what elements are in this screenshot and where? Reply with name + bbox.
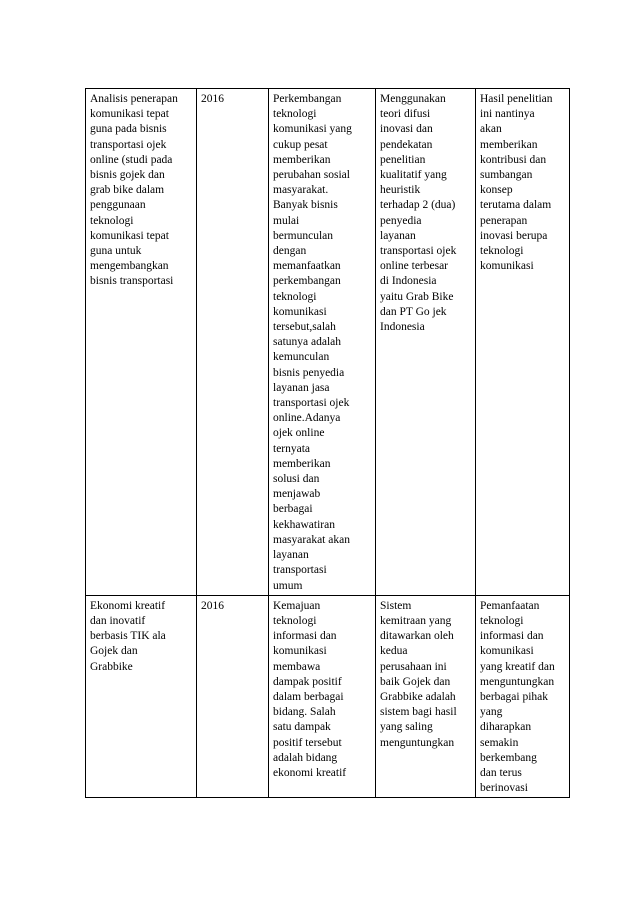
title-cell — [86, 595, 197, 798]
cell-text-line: penelitian — [380, 153, 426, 166]
cell-text-line: komunikasi tepat — [90, 108, 169, 121]
cell-text-line: teknologi — [480, 245, 524, 258]
cell-text-line: yang — [480, 706, 503, 719]
cell-text-line: menguntungkan — [380, 736, 455, 749]
cell-text-line: berkembang — [480, 751, 537, 764]
cell-text-line: dan terus — [480, 766, 522, 779]
cell-text-line: Analisis penerapan — [90, 93, 178, 105]
cell-text-line: inovasi berupa — [480, 229, 548, 242]
cell-text-line: Grabbike — [90, 660, 133, 673]
cell-text-line: Pemanfaatan — [480, 599, 540, 612]
cell-text-line: membawa — [273, 660, 321, 673]
cell-text-line: Gojek dan — [90, 645, 138, 658]
cell-text-line: cukup pesat — [273, 138, 328, 151]
cell-text-line: ini nantinya — [480, 108, 535, 121]
cell-text-line: yaitu Grab Bike — [380, 290, 454, 303]
cell-text-line: dalam berbagai — [273, 690, 344, 703]
cell-text-line: di Indonesia — [380, 275, 437, 288]
cell-text-line: 2016 — [201, 93, 224, 105]
cell-text-line: informasi dan — [480, 630, 544, 643]
literature-review-table — [85, 88, 570, 798]
cell-text-line: Banyak bisnis — [273, 199, 338, 212]
cell-text-line: teknologi — [90, 214, 134, 227]
cell-text-line: memberikan — [480, 138, 538, 151]
cell-text-line: Ekonomi kreatif — [90, 599, 166, 612]
cell-text-line: berbasis TIK ala — [90, 630, 166, 643]
cell-text-line: satu dampak — [273, 721, 331, 734]
cell-text-line: transportasi ojek — [90, 138, 167, 151]
cell-text-line: komunikasi tepat — [90, 229, 169, 242]
background-cell — [269, 89, 376, 596]
cell-text-line: teknologi — [480, 614, 524, 627]
cell-text-line: kemunculan — [273, 351, 330, 364]
table-row — [86, 595, 570, 798]
cell-text-line: semakin — [480, 736, 519, 749]
cell-text-line: tersebut,salah — [273, 321, 336, 334]
cell-text-line: dengan — [273, 245, 307, 258]
cell-text-line: teknologi — [273, 290, 317, 303]
cell-text-line: ojek online — [273, 427, 325, 440]
title-cell — [86, 89, 197, 596]
cell-text-line: Grabbike adalah — [380, 690, 456, 703]
cell-text-line: komunikasi — [480, 260, 534, 273]
background-cell — [269, 595, 376, 798]
cell-text-line: memberikan — [273, 457, 331, 470]
cell-text-line: masyarakat akan — [273, 533, 350, 546]
cell-text-line: kekhawatiran — [273, 518, 335, 531]
cell-text-line: dan PT Go jek — [380, 305, 447, 318]
cell-text-line: baik Gojek dan — [380, 675, 451, 688]
cell-text-line: 2016 — [201, 599, 224, 612]
cell-text-line: perusahaan ini — [380, 660, 447, 673]
cell-text-line: terhadap 2 (dua) — [380, 199, 456, 212]
cell-text-line: bermunculan — [273, 229, 334, 242]
cell-text-line: layanan — [273, 549, 309, 562]
cell-text-line: dan inovatif — [90, 614, 146, 627]
cell-text-line: menjawab — [273, 488, 321, 501]
cell-text-line: pendekatan — [380, 138, 433, 151]
cell-text-line: heuristik — [380, 184, 421, 197]
cell-text-line: dampak positif — [273, 675, 342, 688]
cell-text-line: bidang. Salah — [273, 706, 336, 719]
cell-text-line: positif tersebut — [273, 736, 342, 749]
cell-text-line: umum — [273, 579, 303, 592]
cell-text-line: online (studi pada — [90, 153, 173, 166]
year-cell — [197, 89, 269, 596]
cell-text-line: ditawarkan oleh — [380, 630, 454, 643]
cell-text-line: mulai — [273, 214, 300, 227]
cell-text-line: Perkembangan — [273, 93, 342, 105]
cell-text-line: teknologi — [273, 108, 317, 121]
cell-text-line: online terbesar — [380, 260, 449, 273]
method-cell — [376, 89, 476, 596]
cell-text-line: transportasi — [273, 564, 327, 577]
cell-text-line: bisnis penyedia — [273, 366, 345, 379]
cell-text-line: teori difusi — [380, 108, 431, 121]
cell-text-line: kualitatif yang — [380, 169, 447, 182]
cell-text-line: sumbangan — [480, 169, 533, 182]
cell-text-line: sistem bagi hasil — [380, 706, 457, 719]
cell-text-line: Kemajuan — [273, 599, 321, 612]
cell-text-line: masyarakat. — [273, 184, 329, 197]
cell-text-line: layanan jasa — [273, 381, 330, 394]
cell-text-line: Hasil penelitian — [480, 93, 553, 105]
result-cell — [476, 89, 570, 596]
cell-text-line: grab bike dalam — [90, 184, 165, 197]
cell-text-line: berinovasi — [480, 782, 528, 795]
cell-text-line: konsep — [480, 184, 513, 197]
cell-text-line: ekonomi kreatif — [273, 766, 347, 779]
cell-text-line: ternyata — [273, 442, 311, 455]
cell-text-line: penyedia — [380, 214, 422, 227]
cell-text-line: guna pada bisnis — [90, 123, 167, 136]
cell-text-line: berbagai — [273, 503, 313, 516]
cell-text-line: komunikasi — [273, 305, 327, 318]
cell-text-line: teknologi — [273, 614, 317, 627]
cell-text-line: yang kreatif dan — [480, 660, 555, 673]
cell-text-line: perkembangan — [273, 275, 341, 288]
table-row — [86, 89, 570, 596]
cell-text-line: satunya adalah — [273, 336, 342, 349]
cell-text-line: kontribusi dan — [480, 153, 547, 166]
year-cell — [197, 595, 269, 798]
method-cell — [376, 595, 476, 798]
cell-text-line: berbagai pihak — [480, 690, 549, 703]
cell-text-line: transportasi ojek — [380, 245, 457, 258]
cell-text-line: kedua — [380, 645, 408, 658]
cell-text-line: Menggunakan — [380, 93, 446, 105]
cell-text-line: Sistem — [380, 599, 412, 612]
result-cell — [476, 595, 570, 798]
cell-text-line: terutama dalam — [480, 199, 552, 212]
cell-text-line: menguntungkan — [480, 675, 555, 688]
cell-text-line: kemitraan yang — [380, 614, 452, 627]
cell-text-line: inovasi dan — [380, 123, 433, 136]
cell-text-line: bisnis gojek dan — [90, 169, 165, 182]
cell-text-line: mengembangkan — [90, 260, 169, 273]
cell-text-line: online.Adanya — [273, 412, 341, 425]
cell-text-line: akan — [480, 123, 502, 136]
cell-text-line: komunikasi — [273, 645, 327, 658]
cell-text-line: informasi dan — [273, 630, 337, 643]
cell-text-line: solusi dan — [273, 473, 320, 486]
cell-text-line: komunikasi — [480, 645, 534, 658]
cell-text-line: yang saling — [380, 721, 433, 734]
cell-text-line: adalah bidang — [273, 751, 338, 764]
cell-text-line: komunikasi yang — [273, 123, 352, 136]
cell-text-line: penggunaan — [90, 199, 146, 212]
cell-text-line: guna untuk — [90, 245, 142, 258]
cell-text-line: perubahan sosial — [273, 169, 350, 182]
cell-text-line: diharapkan — [480, 721, 532, 734]
cell-text-line: bisnis transportasi — [90, 275, 174, 288]
cell-text-line: Indonesia — [380, 321, 425, 334]
cell-text-line: penerapan — [480, 214, 528, 227]
cell-text-line: layanan — [380, 229, 416, 242]
cell-text-line: memanfaatkan — [273, 260, 341, 273]
cell-text-line: memberikan — [273, 153, 331, 166]
cell-text-line: transportasi ojek — [273, 397, 350, 410]
